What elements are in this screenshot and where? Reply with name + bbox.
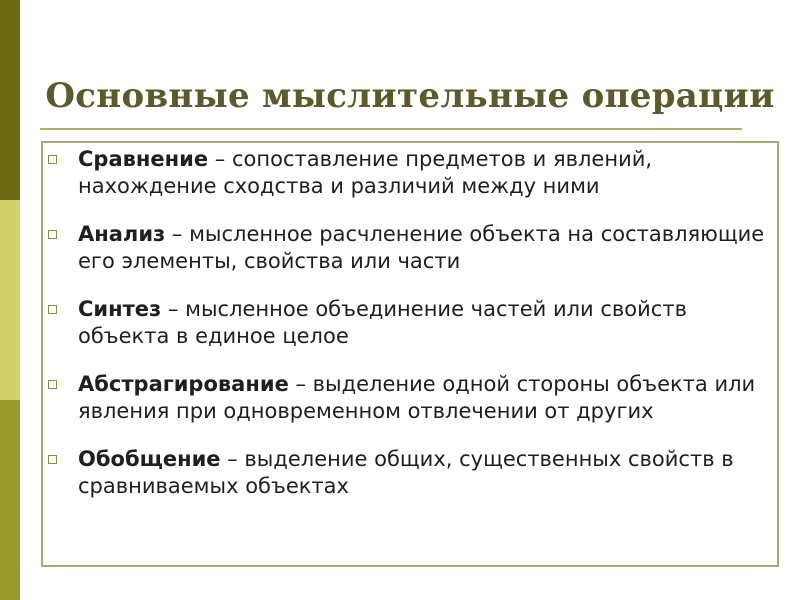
bullet-definition: – выделение одной стороны объекта или явления при одновременном отвлечении от других bbox=[78, 372, 756, 423]
bullet-list bbox=[46, 146, 770, 521]
square-bullet-icon bbox=[48, 230, 57, 239]
bullet-item-analysis bbox=[46, 221, 770, 275]
bullet-definition: – сопоставление предметов и явлений, нахождение сходства и различий между ними bbox=[78, 147, 653, 198]
title-underline bbox=[40, 128, 742, 130]
bullet-item-comparison bbox=[46, 146, 770, 200]
bullet-term: Анализ bbox=[78, 222, 166, 246]
bullet-term: Обобщение bbox=[78, 447, 221, 471]
bullet-term: Синтез bbox=[78, 297, 162, 321]
decor-stripe-middle bbox=[0, 200, 20, 400]
square-bullet-icon bbox=[48, 305, 57, 314]
bullet-definition: – мысленное объединение частей или свойств объекта в единое целое bbox=[78, 297, 687, 348]
bullet-item-abstraction bbox=[46, 371, 770, 425]
bullet-definition: – выделение общих, существенных свойств в сравниваемых объектах bbox=[78, 447, 734, 498]
bullet-term: Сравнение bbox=[78, 147, 209, 171]
square-bullet-icon bbox=[48, 455, 57, 464]
square-bullet-icon bbox=[48, 380, 57, 389]
bullet-definition: – мысленное расчленение объекта на составляющие его элементы, свойства или части bbox=[78, 222, 765, 273]
square-bullet-icon bbox=[48, 155, 57, 164]
decor-stripe-bottom bbox=[0, 400, 20, 600]
bullet-item-generalization bbox=[46, 446, 770, 500]
decor-stripe-top bbox=[0, 0, 20, 200]
bullet-term: Абстрагирование bbox=[78, 372, 289, 396]
slide-title: Основные мыслительные операции bbox=[45, 76, 775, 116]
bullet-item-synthesis bbox=[46, 296, 770, 350]
